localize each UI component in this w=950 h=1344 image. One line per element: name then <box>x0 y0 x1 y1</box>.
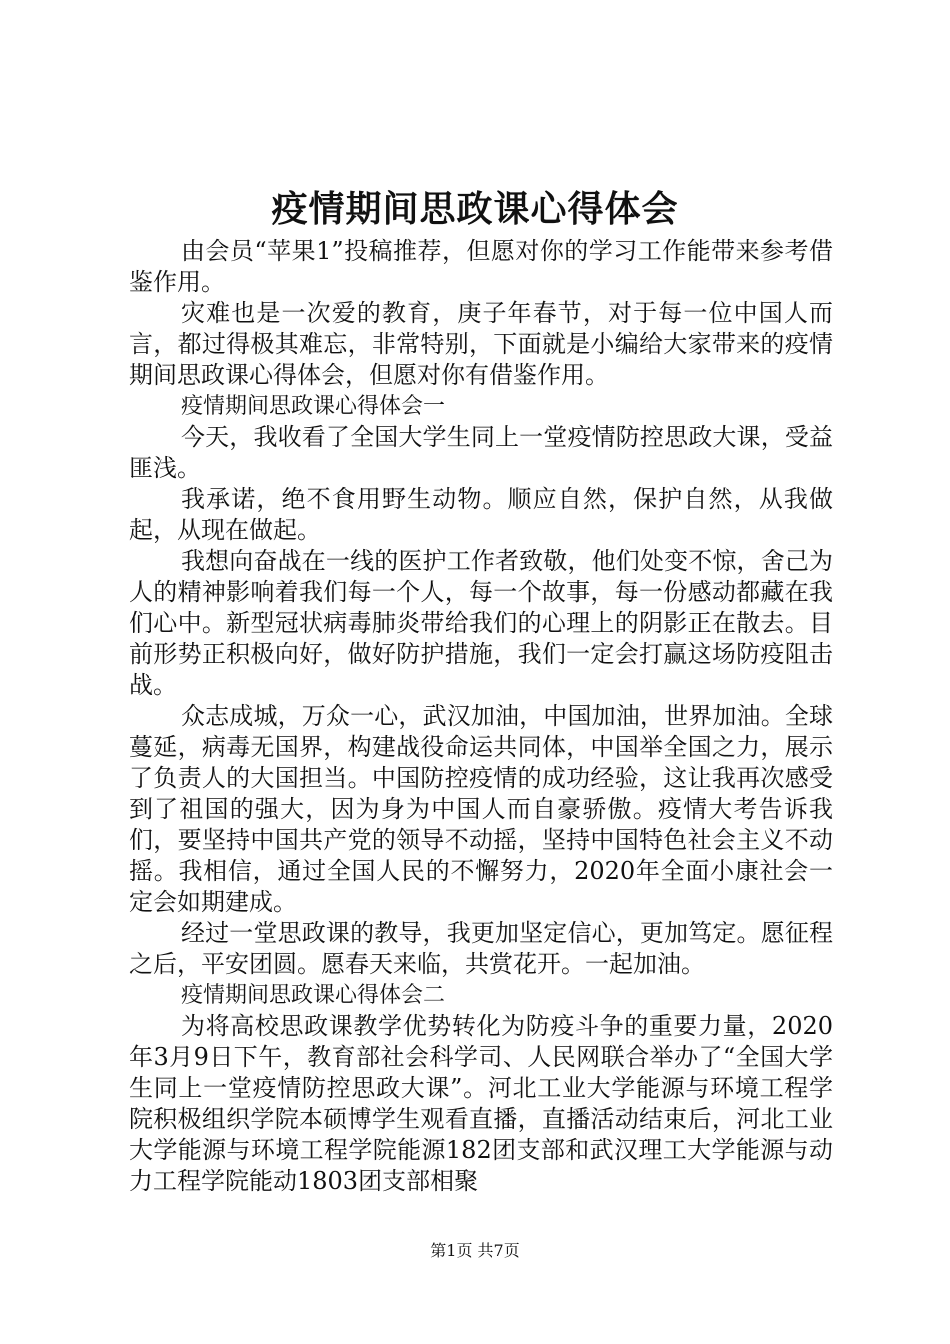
document-body <box>129 236 833 1197</box>
paragraph-preface: 灾难也是一次爱的教育，庚子年春节，对于每一位中国人而言，都过得极其难忘，非常特别，下面就是小编给大家带来的疫情期间思政课心得体会，但愿对你有借鉴作用。 <box>129 299 833 389</box>
paragraph-intro: 由会员“苹果1”投稿推荐，但愿对你的学习工作能带来参考借鉴作用。 <box>129 237 833 296</box>
section-heading-one: 疫情期间思政课心得体会一 <box>181 394 446 419</box>
paragraph: 我承诺，绝不食用野生动物。顺应自然，保护自然，从我做起，从现在做起。 <box>129 485 833 544</box>
paragraph: 今天，我收看了全国大学生同上一堂疫情防控思政大课，受益匪浅。 <box>129 423 833 482</box>
paragraph: 众志成城，万众一心，武汉加油，中国加油，世界加油。全球蔓延，病毒无国界，构建战役命运共同体，中国举全国之力，展示了负责人的大国担当。中国防控疫情的成功经验，这让我再次感受到了祖国的强大，因为身为中国人而自豪骄傲。疫情大考告诉我们，要坚持中国共产党的领导不动摇，坚持中国特色社会主义不动摇。我相信，通过全国人民的不懈努力，2020年全面小康社会一定会如期建成。 <box>129 702 833 916</box>
page-number-footer: 第1页 共7页 <box>430 1241 520 1260</box>
paragraph: 我想向奋战在一线的医护工作者致敬，他们处变不惊，舍己为人的精神影响着我们每一个人，每一个故事，每一份感动都藏在我们心中。新型冠状病毒肺炎带给我们的心理上的阴影正在散去。目前形势正积极向好，做好防护措施，我们一定会打赢这场防疫阻击战。 <box>129 547 833 699</box>
section-heading-two: 疫情期间思政课心得体会二 <box>181 983 446 1008</box>
document-title: 疫情期间思政课心得体会 <box>271 188 679 230</box>
paragraph: 经过一堂思政课的教导，我更加坚定信心，更加笃定。愿征程之后，平安团圆。愿春天来临，共赏花开。一起加油。 <box>129 919 833 978</box>
paragraph: 为将高校思政课教学优势转化为防疫斗争的重要力量，2020年3月9日下午，教育部社会科学司、人民网联合举办了“全国大学生同上一堂疫情防控思政大课”。河北工业大学能源与环境工程学院积极组织学院本硕博学生观看直播，直播活动结束后，河北工业大学能源与环境工程学院能源182团支部和武汉理工大学能源与动力工程学院能动1803团支部相聚 <box>129 1012 833 1195</box>
